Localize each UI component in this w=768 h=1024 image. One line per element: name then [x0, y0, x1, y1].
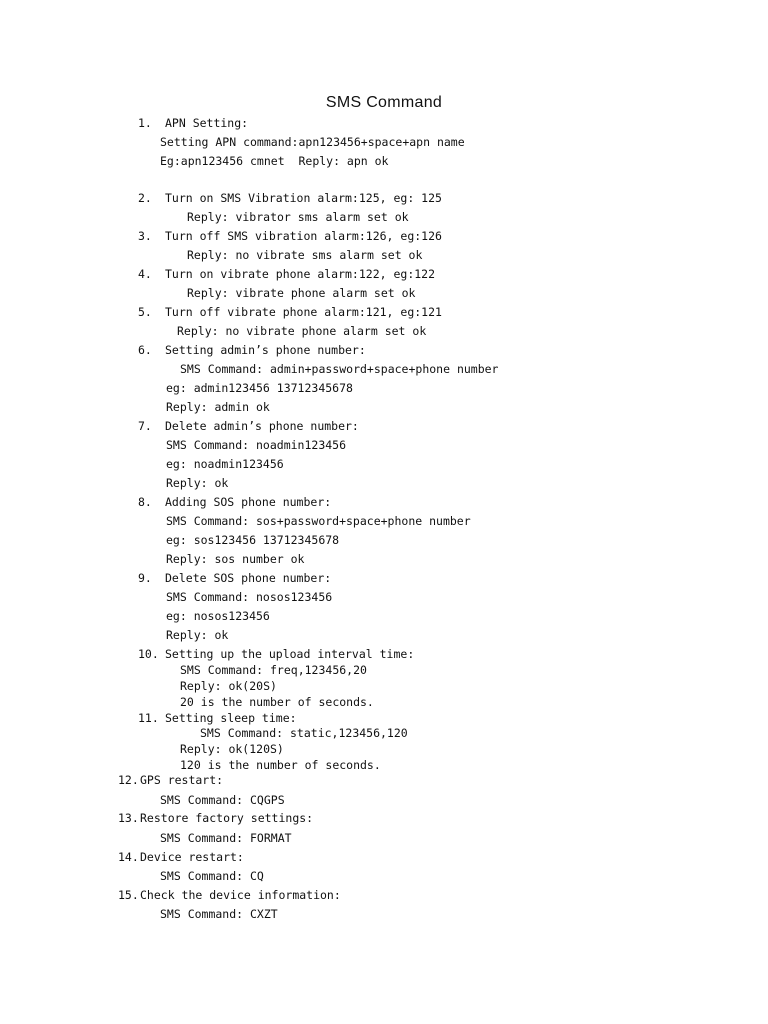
item-heading: GPS restart: [140, 773, 224, 787]
item-heading: Turn off vibrate phone alarm:121, eg:121 [165, 305, 442, 319]
item-number: 12. [118, 773, 139, 787]
item-detail: eg: noadmin123456 [166, 457, 284, 471]
item-heading: Setting sleep time: [165, 711, 297, 725]
item-heading: APN Setting: [165, 116, 249, 130]
item-detail: SMS Command: sos+password+space+phone number [166, 514, 471, 528]
item-detail: Eg:apn123456 cmnet Reply: apn ok [160, 154, 389, 168]
item-heading: Restore factory settings: [140, 811, 314, 825]
item-number: 3. [138, 229, 152, 243]
item-heading: Turn on vibrate phone alarm:122, eg:122 [165, 267, 436, 281]
item-detail: SMS Command: CXZT [160, 907, 278, 921]
item-detail: Reply: no vibrate phone alarm set ok [177, 324, 427, 338]
item-heading: Check the device information: [140, 888, 341, 902]
item-detail: Reply: admin ok [166, 400, 270, 414]
item-detail: Reply: ok(20S) [180, 679, 277, 693]
item-detail: eg: nosos123456 [166, 609, 270, 623]
item-detail: Reply: vibrate phone alarm set ok [187, 286, 416, 300]
item-number: 14. [118, 850, 139, 864]
item-number: 6. [138, 343, 152, 357]
item-detail: eg: admin123456 13712345678 [166, 381, 353, 395]
item-heading: Setting up the upload interval time: [165, 647, 415, 661]
item-number: 1. [138, 116, 152, 130]
item-detail: Reply: ok(120S) [180, 742, 284, 756]
item-detail: SMS Command: CQGPS [160, 793, 285, 807]
item-heading: Setting admin’s phone number: [165, 343, 366, 357]
item-detail: 120 is the number of seconds. [180, 758, 381, 772]
item-heading: Delete admin’s phone number: [165, 419, 359, 433]
item-heading: Device restart: [140, 850, 244, 864]
item-detail: SMS Command: freq,123456,20 [180, 663, 367, 677]
item-number: 15. [118, 888, 139, 902]
item-heading: Turn on SMS Vibration alarm:125, eg: 125 [165, 191, 442, 205]
item-detail: SMS Command: static,123456,120 [200, 726, 408, 740]
item-detail: SMS Command: nosos123456 [166, 590, 333, 604]
item-number: 9. [138, 571, 152, 585]
item-heading: Adding SOS phone number: [165, 495, 332, 509]
item-number: 8. [138, 495, 152, 509]
item-number: 7. [138, 419, 152, 433]
item-detail: Reply: ok [166, 476, 229, 490]
item-detail: SMS Command: FORMAT [160, 831, 292, 845]
item-number: 13. [118, 811, 139, 825]
item-number: 11. [138, 711, 159, 725]
item-detail: Reply: ok [166, 628, 229, 642]
item-heading: Turn off SMS vibration alarm:126, eg:126 [165, 229, 442, 243]
item-number: 5. [138, 305, 152, 319]
item-detail: 20 is the number of seconds. [180, 695, 374, 709]
item-detail: eg: sos123456 13712345678 [166, 533, 340, 547]
item-number: 4. [138, 267, 152, 281]
item-number: 2. [138, 191, 152, 205]
item-detail: SMS Command: CQ [160, 869, 264, 883]
item-heading: Delete SOS phone number: [165, 571, 332, 585]
item-detail: Reply: sos number ok [166, 552, 305, 566]
item-detail: SMS Command: noadmin123456 [166, 438, 347, 452]
item-detail: Reply: vibrator sms alarm set ok [187, 210, 409, 224]
page-title: SMS Command [325, 94, 443, 111]
item-number: 10. [138, 647, 159, 661]
item-detail: SMS Command: admin+password+space+phone number [180, 362, 499, 376]
item-detail: Reply: no vibrate sms alarm set ok [187, 248, 423, 262]
item-detail: Setting APN command:apn123456+space+apn name [160, 135, 465, 149]
